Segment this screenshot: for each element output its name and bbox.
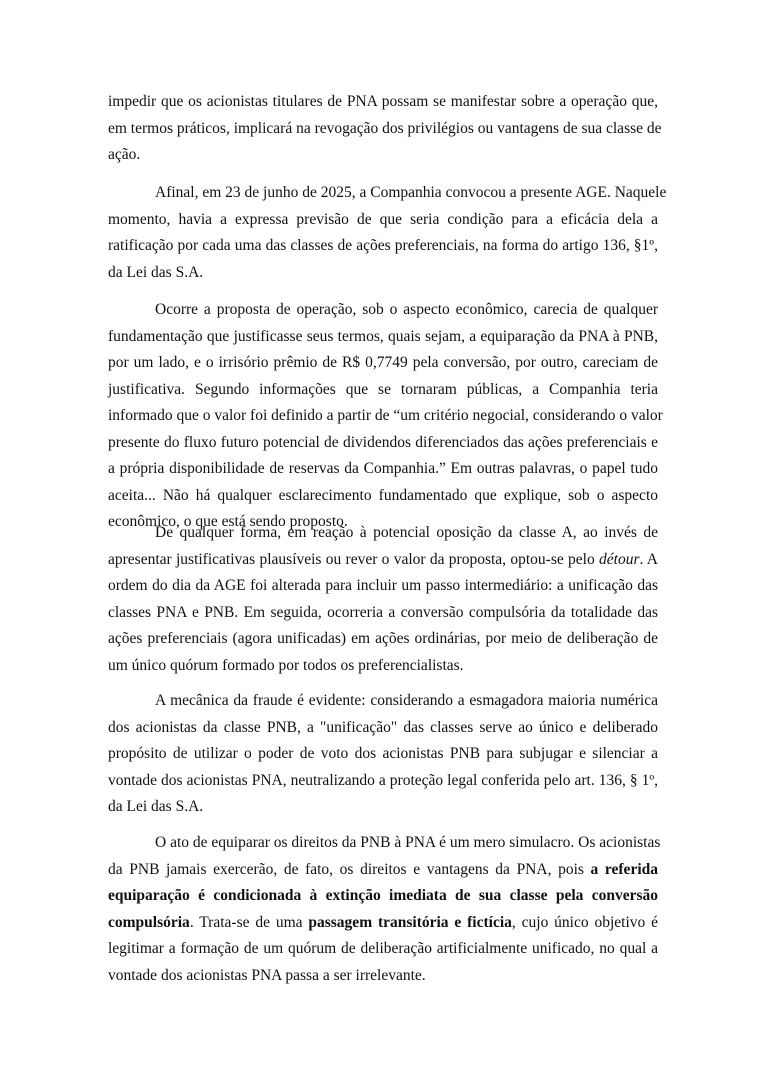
paragraph bbox=[108, 89, 662, 169]
text-line: impedir que os acionistas titulares de PNA possam se manifestar sobre a operação que, bbox=[108, 93, 658, 110]
italic-term: détour bbox=[599, 550, 640, 568]
text-line: ação. bbox=[108, 146, 141, 163]
text-line: presente do fluxo futuro potencial de dividendos diferenciados das ações preferenciais e bbox=[108, 433, 658, 451]
bold-text: passagem transitória e fictícia bbox=[308, 913, 512, 931]
text-line: classes PNA e PNB. Em seguida, ocorreria a conversão compulsória da totalidade das bbox=[108, 603, 658, 621]
text-line: A mecânica da fraude é evidente: considerando a esmagadora maioria numérica bbox=[155, 692, 658, 709]
text-line: vontade dos acionistas PNA passa a ser irrelevante. bbox=[108, 966, 426, 984]
text-line: O ato de equiparar os direitos da PNB à PNA é um mero simulacro. Os acionistas bbox=[155, 834, 661, 851]
text-run: da PNB jamais exercerão, de fato, os direitos e vantagens da PNA, pois bbox=[108, 860, 591, 878]
text-line: ações preferenciais (agora unificadas) em ações ordinárias, por meio de deliberação de bbox=[108, 630, 658, 647]
paragraph bbox=[108, 297, 663, 536]
text-line bbox=[108, 547, 658, 574]
text-run: . Trata-se de uma bbox=[189, 913, 309, 931]
text-line: Afinal, em 23 de junho de 2025, a Companhia convocou a presente AGE. Naquele bbox=[155, 184, 667, 201]
text-line: um único quórum formado por todos os preferencialistas. bbox=[108, 656, 464, 674]
text-line: justificativa. Segundo informações que se tornaram públicas, a Companhia teria bbox=[108, 380, 658, 398]
text-line: da Lei das S.A. bbox=[108, 798, 204, 815]
text-line: a própria disponibilidade de reservas da Companhia.” Em outras palavras, o papel tudo bbox=[108, 460, 658, 477]
text-line: legitimar a formação de um quórum de deliberação artificialmente unificado, no qual a bbox=[108, 940, 658, 957]
text-line: fundamentação que justificasse seus termos, quais sejam, a equiparação da PNA à PNB, bbox=[108, 327, 658, 345]
text-line: momento, havia a expressa previsão de que seria condição para a eficácia dela a bbox=[108, 210, 658, 228]
text-run: apresentar justificativas plausíveis ou rever o valor da proposta, optou-se pelo bbox=[108, 550, 600, 568]
text-line: ordem do dia da AGE foi alterada para incluir um passo intermediário: a unificação das bbox=[108, 577, 658, 594]
paragraph bbox=[108, 830, 661, 989]
paragraph bbox=[108, 688, 658, 821]
paragraph bbox=[108, 520, 658, 679]
text-line: equiparação é condicionada à extinção imediata de sua classe pela conversão bbox=[108, 887, 658, 904]
paragraph bbox=[108, 180, 667, 286]
text-line: dos acionistas da classe PNB, a "unificação" das classes serve ao único e deliberado bbox=[108, 718, 658, 736]
text-line bbox=[108, 910, 658, 937]
text-line: em termos práticos, implicará na revogação dos privilégios ou vantagens de sua classe de bbox=[108, 119, 662, 137]
text-line: Ocorre a proposta de operação, sob o aspecto econômico, carecia de qualquer bbox=[155, 301, 658, 318]
bold-text: a referida bbox=[590, 860, 658, 878]
text-line: vontade dos acionistas PNA, neutralizando a proteção legal conferida pelo art. 136, § 1º, bbox=[108, 771, 658, 789]
text-line: De qualquer forma, em reação à potencial oposição da classe A, ao invés de bbox=[155, 524, 658, 541]
text-line: propósito de utilizar o poder de voto dos acionistas PNB para subjugar e silenciar a bbox=[108, 745, 658, 762]
text-run: . A bbox=[639, 550, 658, 568]
text-run: , cujo único objetivo é bbox=[511, 913, 658, 931]
text-line bbox=[108, 857, 658, 884]
bold-text: compulsória bbox=[108, 913, 190, 931]
text-line: econômico, o que está sendo proposto. bbox=[108, 513, 348, 530]
text-line: por um lado, e o irrisório prêmio de R$ 0,7749 pela conversão, por outro, careciam de bbox=[108, 354, 658, 371]
text-line: informado que o valor foi definido a partir de “um critério negocial, considerando o valor bbox=[108, 407, 663, 424]
text-line: aceita... Não há qualquer esclarecimento fundamentado que explique, sob o aspecto bbox=[108, 486, 658, 504]
text-line: ratificação por cada uma das classes de ações preferenciais, na forma do artigo 136, §1º, bbox=[108, 237, 658, 254]
text-line: da Lei das S.A. bbox=[108, 263, 204, 281]
